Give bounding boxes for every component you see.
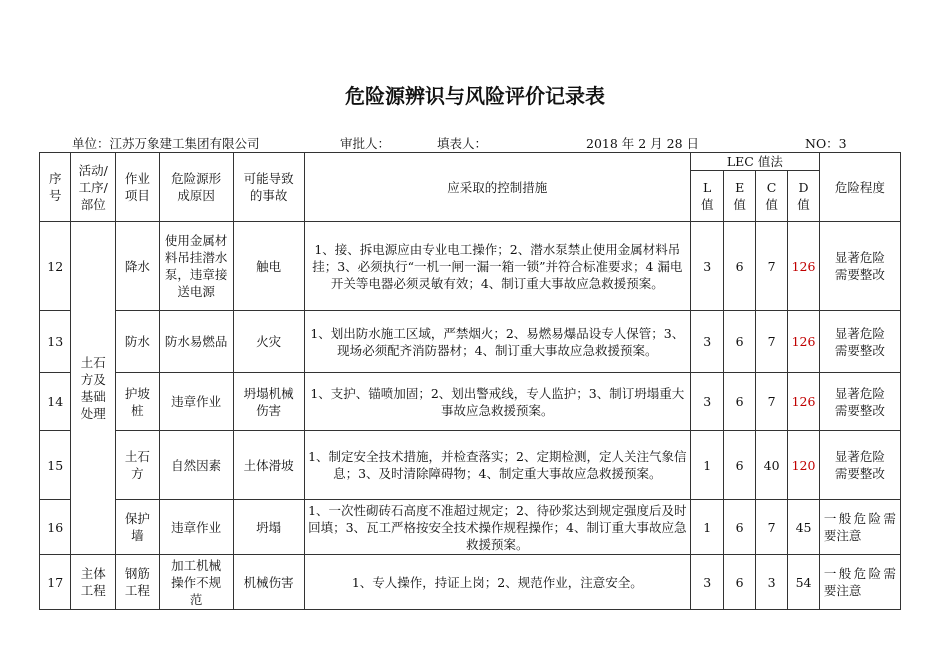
c-value: 7 bbox=[755, 222, 787, 311]
page-title: 危险源辨识与风险评价记录表 bbox=[345, 84, 605, 108]
c-value: 7 bbox=[755, 311, 787, 373]
seq-cell: 13 bbox=[40, 311, 71, 373]
table-row bbox=[40, 311, 901, 373]
seq-cell: 15 bbox=[40, 431, 71, 500]
l-value: 3 bbox=[690, 373, 723, 431]
level-cell: 显著危险需要整改 bbox=[819, 373, 900, 431]
control-cell: 1、制定安全技术措施，并检查落实；2、定期检测，定人关注气象信息；3、及时清除障碍物；4、制定重大事故应急救援预案。 bbox=[304, 431, 690, 500]
accident-cell: 坍塌机械伤害 bbox=[233, 373, 304, 431]
accident-cell: 土体滑坡 bbox=[233, 431, 304, 500]
item-cell: 土石方 bbox=[116, 431, 160, 500]
accident-cell: 触电 bbox=[233, 222, 304, 311]
header-d: D 值 bbox=[788, 171, 819, 222]
l-value: 3 bbox=[690, 222, 723, 311]
record-number: NO：3 bbox=[805, 136, 847, 151]
header-seq: 序号 bbox=[40, 153, 71, 222]
table-row bbox=[40, 373, 901, 431]
activity-cell: 主体工程 bbox=[71, 555, 116, 610]
unit-label: 单位：江苏万象建工集团有限公司 bbox=[72, 136, 260, 151]
control-cell: 1、专人操作，持证上岗；2、规范作业，注意安全。 bbox=[304, 555, 690, 610]
header-row-1 bbox=[40, 153, 901, 171]
cause-cell: 使用金属材料吊挂潜水泵，违章接送电源 bbox=[159, 222, 233, 311]
seq-cell: 14 bbox=[40, 373, 71, 431]
date-label: 2018 年 2 月 28 日 bbox=[586, 136, 700, 151]
c-value: 7 bbox=[755, 373, 787, 431]
control-cell: 1、支护、锚喷加固；2、划出警戒线，专人监护；3、制订坍塌重大事故应急救援预案。 bbox=[304, 373, 690, 431]
header-l: L 值 bbox=[690, 171, 723, 222]
cause-cell: 违章作业 bbox=[159, 500, 233, 555]
level-cell: 显著危险需要整改 bbox=[819, 431, 900, 500]
activity-cell: 土石方及基础处理 bbox=[71, 222, 116, 555]
l-value: 3 bbox=[690, 555, 723, 610]
d-value: 126 bbox=[788, 311, 819, 373]
seq-cell: 17 bbox=[40, 555, 71, 610]
e-value: 6 bbox=[724, 311, 755, 373]
accident-cell: 机械伤害 bbox=[233, 555, 304, 610]
table-row bbox=[40, 500, 901, 555]
header-activity: 活动/工序/部位 bbox=[71, 153, 116, 222]
d-value: 126 bbox=[788, 222, 819, 311]
risk-table bbox=[39, 152, 901, 610]
e-value: 6 bbox=[724, 373, 755, 431]
control-cell: 1、划出防水施工区域，严禁烟火；2、易燃易爆品设专人保管；3、现场必须配齐消防器材；4、制订重大事故应急救援预案。 bbox=[304, 311, 690, 373]
c-value: 3 bbox=[755, 555, 787, 610]
e-value: 6 bbox=[724, 222, 755, 311]
cause-cell: 防水易燃品 bbox=[159, 311, 233, 373]
item-cell: 护坡桩 bbox=[116, 373, 160, 431]
table-row bbox=[40, 555, 901, 610]
d-value: 126 bbox=[788, 373, 819, 431]
control-cell: 1、一次性砌砖石高度不准超过规定；2、待砂浆达到规定强度后及时回填；3、瓦工严格按安全技术操作规程操作；4、制订重大事故应急救援预案。 bbox=[304, 500, 690, 555]
header-level: 危险程度 bbox=[819, 153, 900, 222]
seq-cell: 16 bbox=[40, 500, 71, 555]
header-control: 应采取的控制措施 bbox=[304, 153, 690, 222]
header-lec: LEC 值法 bbox=[690, 153, 819, 171]
e-value: 6 bbox=[724, 555, 755, 610]
level-cell: 显著危险需要整改 bbox=[819, 222, 900, 311]
filler-label: 填表人： bbox=[437, 136, 488, 151]
item-cell: 防水 bbox=[116, 311, 160, 373]
header-accident: 可能导致的事故 bbox=[233, 153, 304, 222]
table-row bbox=[40, 222, 901, 311]
level-cell: 一般危险需要注意 bbox=[819, 555, 900, 610]
l-value: 3 bbox=[690, 311, 723, 373]
l-value: 1 bbox=[690, 431, 723, 500]
accident-cell: 火灾 bbox=[233, 311, 304, 373]
cause-cell: 自然因素 bbox=[159, 431, 233, 500]
cause-cell: 违章作业 bbox=[159, 373, 233, 431]
accident-cell: 坍塌 bbox=[233, 500, 304, 555]
level-cell: 显著危险需要整改 bbox=[819, 311, 900, 373]
header-item: 作业项目 bbox=[116, 153, 160, 222]
control-cell: 1、接、拆电源应由专业电工操作；2、潜水泵禁止使用金属材料吊挂；3、必须执行“一机一闸一漏一箱一锁”并符合标准要求；4 漏电开关等电器必须灵敏有效；4、制订重大事故应急救援预案。 bbox=[304, 222, 690, 311]
d-value: 120 bbox=[788, 431, 819, 500]
table-row bbox=[40, 431, 901, 500]
d-value: 45 bbox=[788, 500, 819, 555]
cause-cell: 加工机械操作不规范 bbox=[159, 555, 233, 610]
item-cell: 降水 bbox=[116, 222, 160, 311]
c-value: 40 bbox=[755, 431, 787, 500]
header-cause: 危险源形成原因 bbox=[159, 153, 233, 222]
seq-cell: 12 bbox=[40, 222, 71, 311]
item-cell: 钢筋工程 bbox=[116, 555, 160, 610]
level-cell: 一般危险需要注意 bbox=[819, 500, 900, 555]
header-e: E 值 bbox=[724, 171, 755, 222]
e-value: 6 bbox=[724, 500, 755, 555]
d-value: 54 bbox=[788, 555, 819, 610]
e-value: 6 bbox=[724, 431, 755, 500]
item-cell: 保护墙 bbox=[116, 500, 160, 555]
c-value: 7 bbox=[755, 500, 787, 555]
approver-label: 审批人： bbox=[340, 136, 391, 151]
header-c: C 值 bbox=[755, 171, 787, 222]
l-value: 1 bbox=[690, 500, 723, 555]
